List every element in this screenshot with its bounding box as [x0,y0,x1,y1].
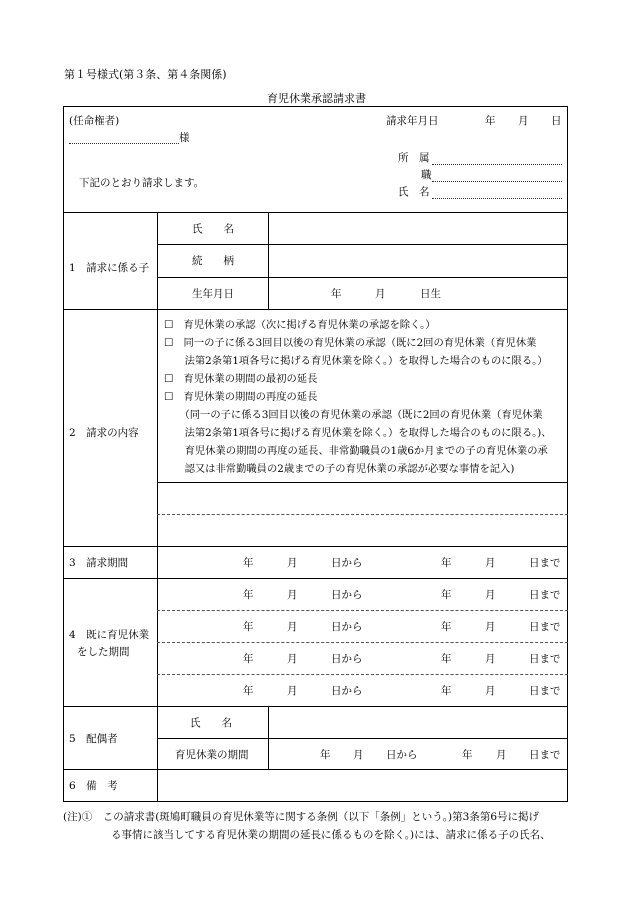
request-date-day: 日 [551,115,562,127]
applicant-name-field[interactable] [432,198,562,199]
page-title: 育児休業承認請求書 [267,92,366,105]
section1-label: 1 請求に係る子 [69,262,150,274]
request-option-1[interactable]: ☐ 育児休業の承認（次に掲げる育児休業の承認を除く。） [164,319,436,331]
request-date-year: 年 [485,115,496,127]
section4-label-line2: をした期間 [77,646,130,658]
form-number: 第１号様式(第３条、第４条関係) [64,68,227,81]
request-statement: 下記のとおり請求します。 [79,177,205,189]
request-option-4-note-1: （同一の子に係る3回目以後の育児休業の承認（既に2回の育児休業（育児休業 [164,409,543,421]
child-birthdate-label: 生年月日 [192,288,234,300]
section5-label: 5 配偶者 [69,733,118,745]
birth-year: 年 [331,288,342,300]
request-date-month: 月 [518,115,529,127]
affiliation-field[interactable] [432,164,562,165]
note-line-1: (注)① この請求書(斑鳩町職員の育児休業等に関する条例（以下「条例」という。)第3条第6号に掲げ [63,811,539,823]
spouse-period-label: 育児休業の期間 [175,749,249,761]
request-option-3[interactable]: ☐ 育児休業の期間の最初の延長 [164,373,318,385]
request-option-2[interactable]: ☐ 同一の子に係る3回目以後の育児休業の承認（既に2回の育児休業（育児休業 [164,337,537,349]
request-option-4-note-3: 育児休業の期間の再度の延長、非常勤職員の1歳6か月までの子の育児休業の承 [164,445,548,457]
section6-label: 6 備 考 [69,780,118,792]
birth-month: 月 [375,288,386,300]
section3-label: 3 請求期間 [69,557,129,569]
honorific-label: 様 [179,132,190,144]
birth-day: 日生 [420,288,441,300]
section2-label: 2 請求の内容 [69,427,139,439]
request-option-4[interactable]: ☐ 育児休業の期間の再度の延長 [164,391,318,403]
request-option-4-note-2: 法第2条第1項各号に掲げる育児休業を除く。）を取得した場合のものに限る。)、 [164,427,552,439]
child-name-label: 氏 名 [192,223,234,235]
request-date-label: 請求年月日 [386,115,439,127]
appointer-underline [69,143,179,144]
child-relation-label: 続 柄 [192,255,234,267]
request-option-2-cont: 法第2条第1項各号に掲げる育児休業を除く。）を取得した場合のものに限る。） [164,355,548,367]
section4-label-line1: 4 既に育児休業 [69,629,150,641]
note-line-2: る事情に該当してする育児休業の期間の延長に係るものを除く。)には、請求に係る子の氏名、 [111,829,551,841]
appointer-label: (任命権者) [69,115,120,127]
applicant-name-label: 氏 名 [398,186,430,198]
request-option-4-note-4: 認又は非常勤職員の2歳までの子の育児休業の承認が必要な事情を記入) [164,463,515,475]
spouse-name-label: 氏 名 [190,717,232,729]
position-label: 職 [421,169,432,181]
position-field[interactable] [432,181,562,182]
affiliation-label: 所 属 [398,152,430,164]
